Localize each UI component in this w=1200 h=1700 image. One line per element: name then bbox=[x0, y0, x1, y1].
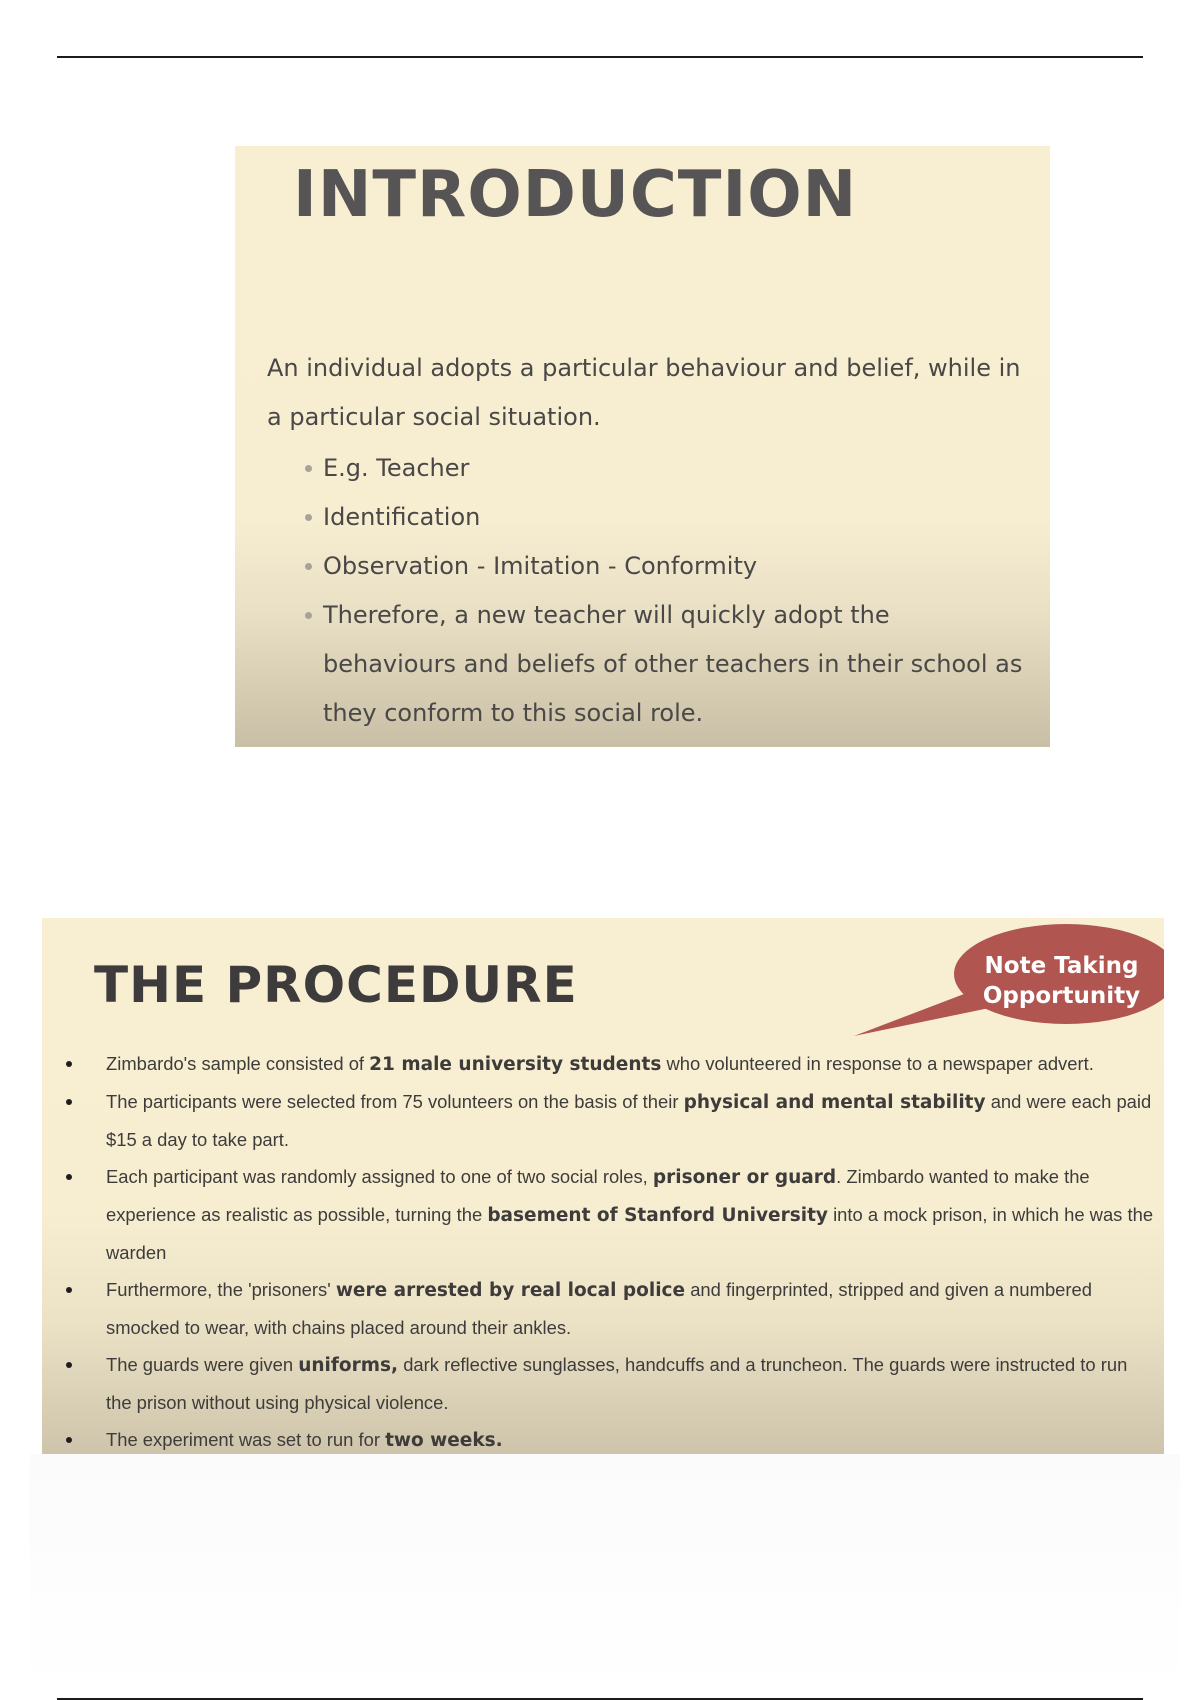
bold-text: 21 male university students bbox=[369, 1054, 662, 1075]
text: The experiment was set to run for bbox=[106, 1429, 386, 1450]
note-taking-callout bbox=[854, 924, 1164, 1044]
introduction-slide bbox=[235, 146, 1050, 747]
bold-text: uniforms, bbox=[298, 1355, 399, 1376]
procedure-slide bbox=[42, 918, 1164, 1454]
list-item bbox=[305, 591, 1025, 738]
list-item bbox=[305, 444, 1025, 493]
text: The participants were selected from 75 volunteers on the basis of their bbox=[106, 1091, 684, 1112]
slide-title: INTRODUCTION bbox=[293, 158, 858, 232]
text: Zimbardo's sample consisted of bbox=[106, 1053, 370, 1074]
bullet-icon bbox=[66, 1174, 72, 1180]
bullet-icon bbox=[66, 1099, 72, 1105]
text: who volunteered in response to a newspaper advert. bbox=[661, 1053, 1094, 1074]
text: . Zimbardo wanted to make the experience as realistic as possible, turning the bbox=[106, 1166, 1090, 1225]
bold-text: basement of Stanford University bbox=[487, 1205, 828, 1226]
intro-bullet-list bbox=[305, 444, 1025, 738]
bullet-icon bbox=[66, 1287, 72, 1293]
bullet-text: Identification bbox=[323, 503, 481, 531]
bold-text: physical and mental stability bbox=[683, 1092, 986, 1113]
text: Each participant was randomly assigned to one of two social roles, bbox=[106, 1166, 653, 1187]
text: and were each paid $15 a day to take part. bbox=[106, 1091, 1152, 1150]
callout-text: Note Taking Opportunity bbox=[982, 953, 1141, 1009]
blank-area bbox=[30, 1454, 1180, 1694]
bullet-text: Therefore, a new teacher will quickly adopt the behaviours and beliefs of other teachers in their school as they conform to this social role. bbox=[323, 601, 1023, 727]
procedure-bullet-list bbox=[42, 1045, 1164, 1459]
bullet-icon bbox=[305, 563, 312, 570]
text: dark reflective sunglasses, handcuffs and a truncheon. The guards were instructed to run the prison without using physical violence. bbox=[106, 1354, 1128, 1413]
bullet-icon bbox=[305, 465, 312, 472]
bullet-text: Observation - Imitation - Conformity bbox=[323, 552, 758, 580]
bullet-icon bbox=[66, 1061, 72, 1067]
bullet-icon bbox=[305, 612, 312, 619]
intro-paragraph: An individual adopts a particular behaviour and belief, while in a particular social situation. bbox=[267, 354, 1021, 431]
bullet-text: E.g. Teacher bbox=[323, 454, 470, 482]
list-item bbox=[42, 1045, 1164, 1083]
list-item bbox=[42, 1346, 1164, 1421]
bold-text: were arrested by real local police bbox=[335, 1280, 686, 1301]
slide-title: THE PROCEDURE bbox=[94, 956, 578, 1014]
bold-text: two weeks. bbox=[385, 1430, 503, 1451]
bullet-icon bbox=[66, 1437, 72, 1443]
list-item bbox=[42, 1158, 1164, 1271]
bullet-icon bbox=[305, 514, 312, 521]
list-item bbox=[42, 1083, 1164, 1158]
top-rule bbox=[57, 56, 1143, 58]
list-item bbox=[42, 1271, 1164, 1346]
text: and fingerprinted, stripped and given a numbered smocked to wear, with chains placed around their ankles. bbox=[106, 1279, 1092, 1338]
bullet-icon bbox=[66, 1362, 72, 1368]
text: The guards were given bbox=[106, 1354, 299, 1375]
list-item bbox=[305, 542, 1025, 591]
text: Furthermore, the 'prisoners' bbox=[106, 1279, 336, 1300]
bold-text: prisoner or guard bbox=[652, 1167, 837, 1188]
text: into a mock prison, in which he was the warden bbox=[106, 1204, 1154, 1263]
list-item bbox=[305, 493, 1025, 542]
